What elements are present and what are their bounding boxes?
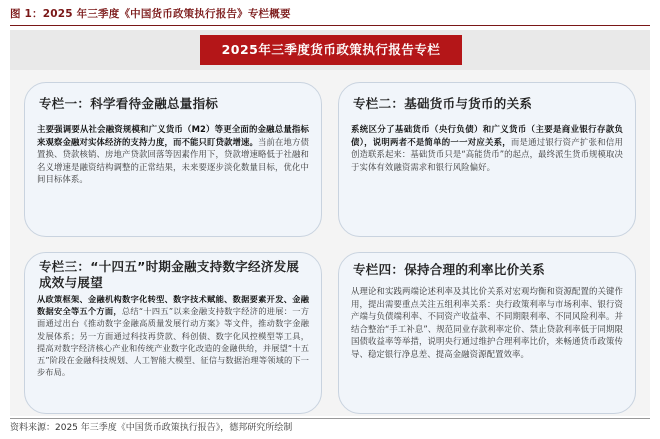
summary-panel <box>10 30 650 416</box>
column-card-body <box>339 279 635 360</box>
banner-strip <box>10 30 650 70</box>
column-card-body-highlight: 从政策框架、金融机构数字化转型、数字技术赋能、数据要素开发、金融数据安全等五个方面， <box>37 294 309 317</box>
column-card-2 <box>338 82 636 237</box>
banner-title: 2025年三季度货币政策执行报告专栏 <box>200 35 462 65</box>
column-card-body-text: 总结“十四五”以来金融支持数字经济的进展：一方面通过出台《推动数字金融高质量发展行动方案》等文件，推动数字金融发展体系；另一方面通过科技再贷款、科创债、数字化风控模型等工具，提高对数字经济核心产业和传统产业数字化改造的金融供给，并展望“十五五”阶段在金融科技规划、人工智能大模型、征信与数据治理等领域的下一步布局。 <box>37 306 309 378</box>
column-card-3 <box>24 252 322 414</box>
column-card-body <box>339 113 635 173</box>
column-card-title: 专栏一：科学看待金融总量指标 <box>39 96 219 111</box>
column-card-body <box>25 291 321 378</box>
column-card-body <box>25 113 321 186</box>
column-card-body-highlight: 主要强调要从社会融资规模和广义货币（M2）等更全面的金融总量指标来观察金融对实体经济的支持力度，而不能只盯贷款增速。 <box>37 124 309 147</box>
column-card-body-highlight: 系统区分了基础货币（央行负债）和广义货币（主要是商业银行存款负债），说明两者不是简单的一一对应关系， <box>351 124 623 147</box>
column-card-1 <box>24 82 322 237</box>
column-card-body-text: 当前在地方债置换、贷款核销、房地产贷款回落等因素作用下，贷款增速略低于社融和名义增速是融资结构调整的正常结果，未来要逐步淡化数量目标，优化中间目标体系。 <box>37 136 309 184</box>
column-card-4 <box>338 252 636 414</box>
column-card-body-text: 从理论和实践两端论述利率及其比价关系对宏观均衡和资源配置的关键作用，提出需要重点关注五组利率关系：央行政策利率与市场利率、银行资产端与负债端利率、不同资产收益率、不同期限利率、不同风险利率。并结合整治“手工补息”、规范同业存款利率定价、禁止贷款利率低于同期限国债收益率等举措，说明央行通过维护合理利率比价，来畅通货币政策传导、稳定银行净息差、提高金融资源配置效率。 <box>351 286 623 359</box>
source-note: 资料来源：2025 年三季度《中国货币政策执行报告》，德邦研究所绘制 <box>10 418 650 436</box>
column-card-body-text: 而是通过银行资产扩张和信用创造联系起来：基础货币只是“高能货币”的起点，最终派生货币规模取决于实体有效融资需求和银行风险偏好。 <box>351 136 623 172</box>
column-card-title: 专栏四：保持合理的利率比价关系 <box>353 262 546 277</box>
column-card-title: 专栏二：基础货币与货币的关系 <box>353 96 533 111</box>
column-card-title: 专栏三：“十四五”时期金融支持数字经济发展成效与展望 <box>39 259 300 290</box>
figure-caption: 图 1：2025 年三季度《中国货币政策执行报告》专栏概要 <box>10 4 650 26</box>
